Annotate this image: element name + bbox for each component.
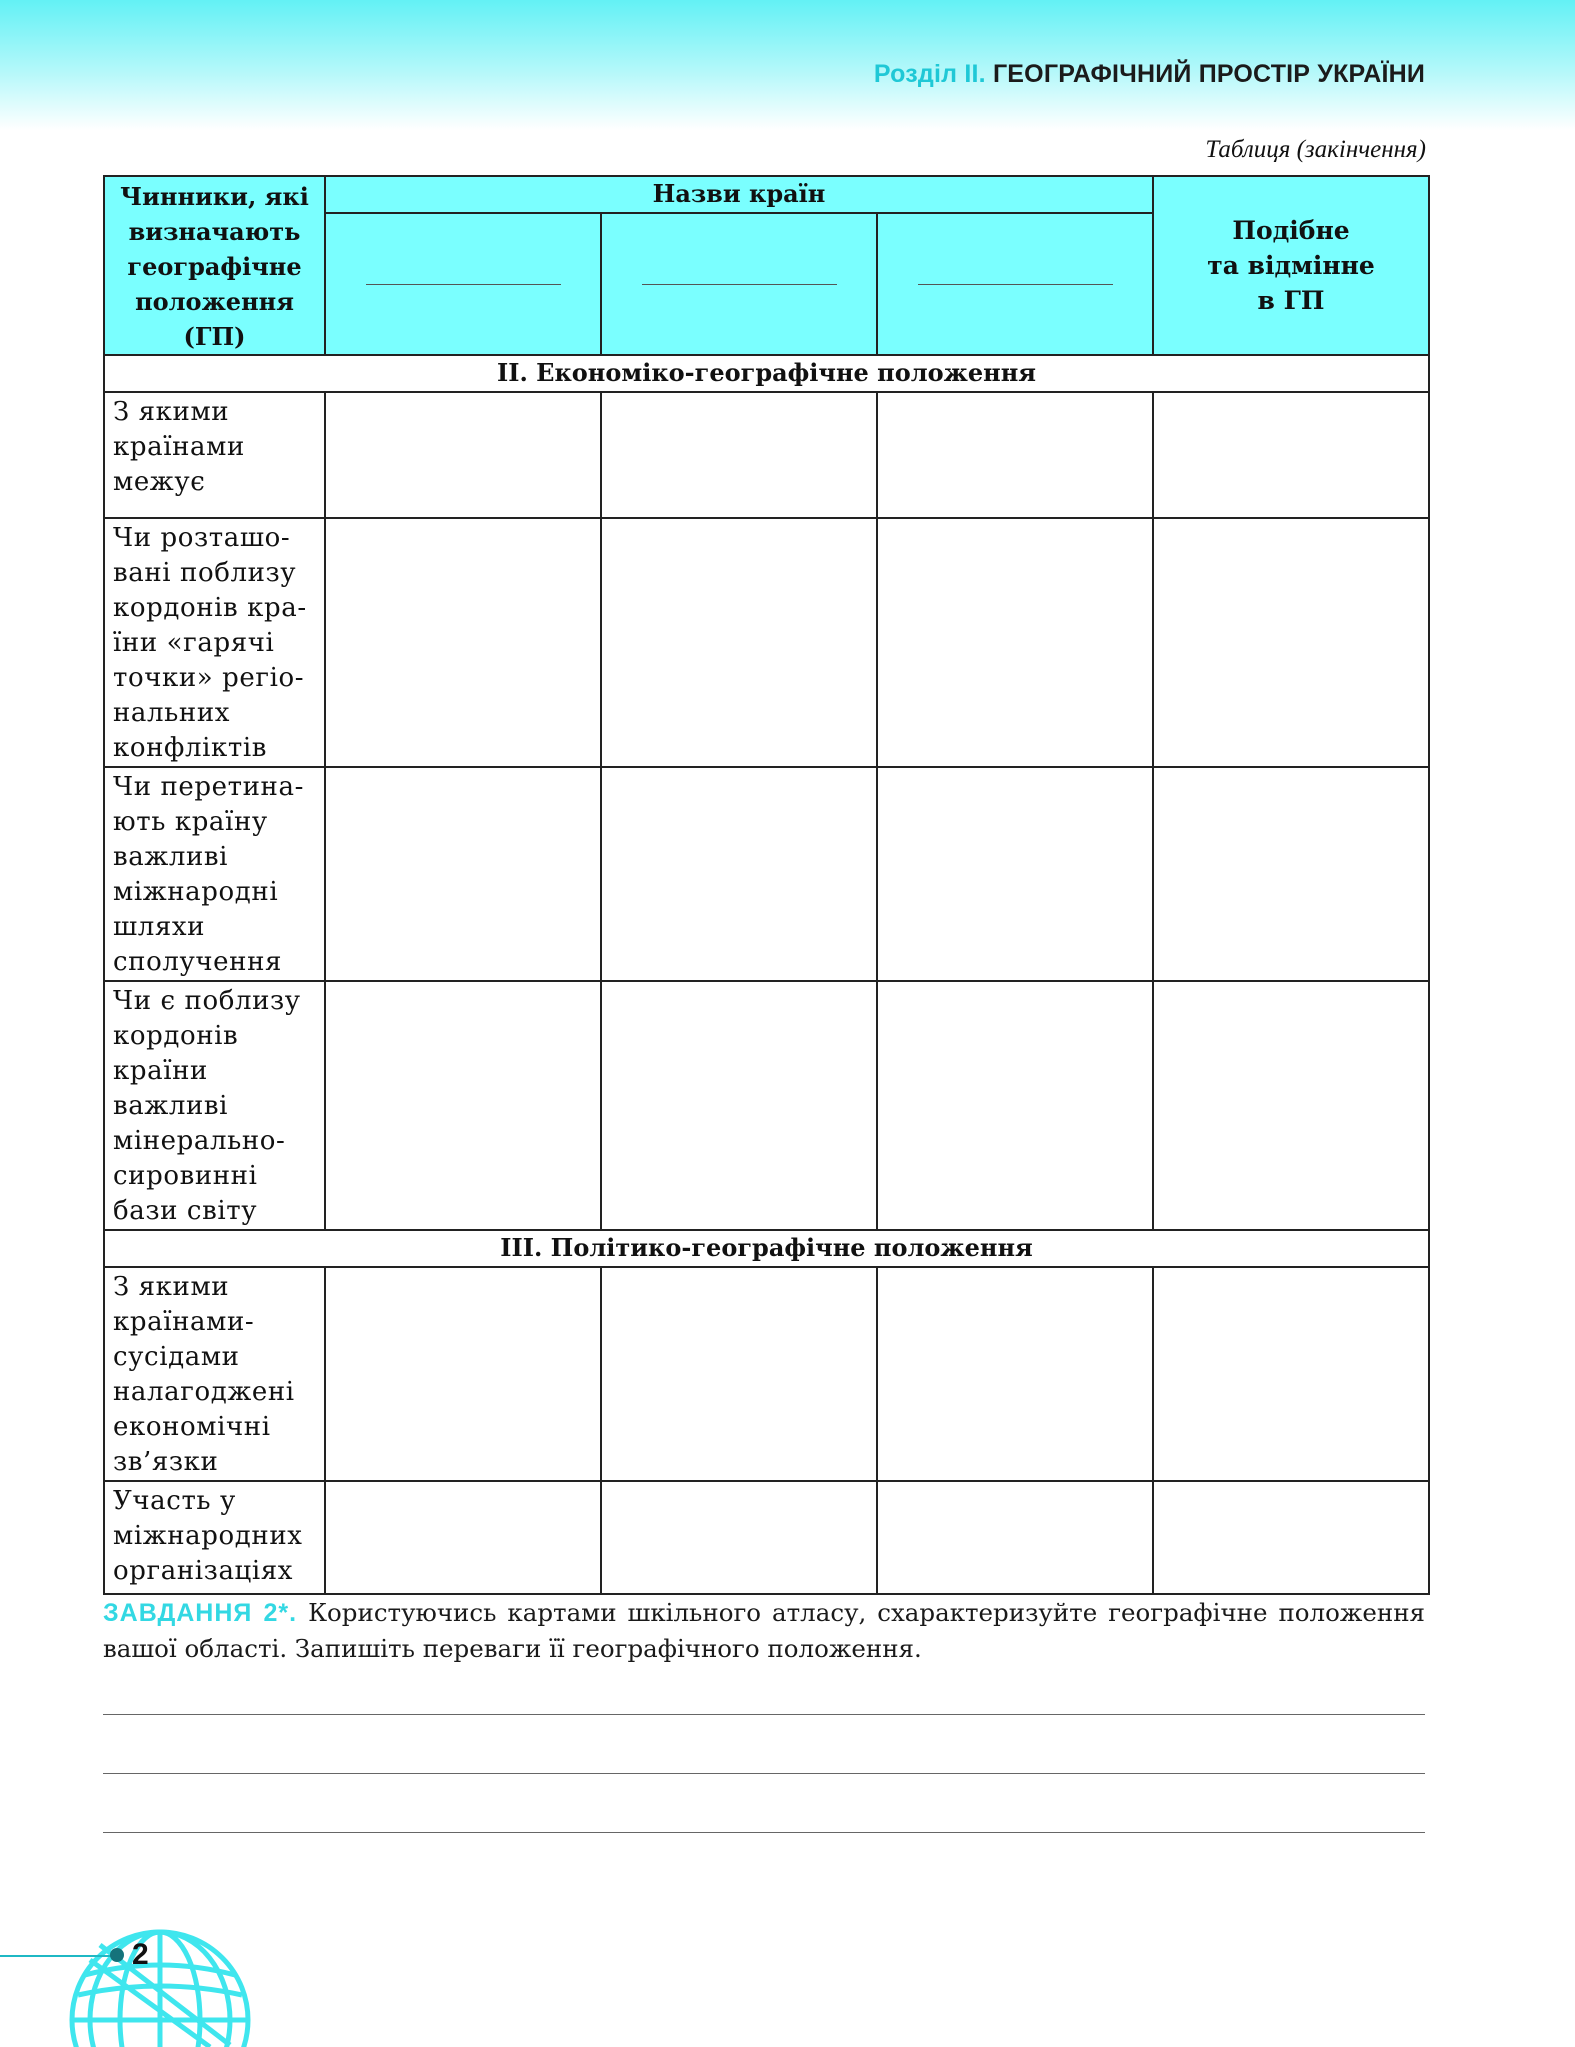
header-similar-different: Подібне та відмінне в ГП [1153,176,1429,355]
answer-line[interactable] [103,1773,1425,1774]
answer-cell[interactable] [877,392,1153,518]
country-2-fill-line [642,284,837,285]
answer-cell[interactable] [877,518,1153,767]
globe-icon [60,1915,260,2047]
section-economic-heading: II. Економіко-географічне положення [104,355,1429,392]
factor-label: З якими країнами- сусідами налагоджені економічні зв’язки [104,1267,325,1481]
header-country-names: Назви країн [325,176,1153,213]
answer-cell[interactable] [1153,981,1429,1230]
answer-cell[interactable] [877,767,1153,981]
answer-cell[interactable] [325,1267,601,1481]
factor-label: Чи є поблизу кордонів країни важливі мінерально- сировинні бази світу [104,981,325,1230]
factor-label: Участь у міжнародних організаціях [104,1481,325,1594]
answer-cell[interactable] [601,392,877,518]
page-number: 2 [132,1938,149,1971]
section-title: ГЕОГРАФІЧНИЙ ПРОСТІР УКРАЇНИ [992,60,1425,88]
country-1-fill-line [366,284,561,285]
answer-cell[interactable] [601,518,877,767]
answer-cell[interactable] [1153,392,1429,518]
answer-cell[interactable] [1153,1481,1429,1594]
section-political-heading: III. Політико-географічне положення [104,1230,1429,1267]
country-3-fill-line [918,284,1113,285]
country-2-blank[interactable] [601,213,877,355]
answer-cell[interactable] [877,1481,1153,1594]
geography-table [103,175,1430,1595]
answer-cell[interactable] [325,981,601,1230]
answer-cell[interactable] [877,981,1153,1230]
header-factors: Чинники, які визначають географічне положення (ГП) [104,176,325,355]
factor-label: Чи перетина- ють країну важливі міжнародні шляхи сполучення [104,767,325,981]
answer-cell[interactable] [1153,767,1429,981]
table-caption: Таблиця (закінчення) [1205,136,1426,163]
answer-cell[interactable] [325,1481,601,1594]
task-2 [103,1595,1425,1666]
answer-cell[interactable] [325,518,601,767]
factor-label: З якими країнами межує [104,392,325,518]
page-bullet [110,1948,124,1962]
task-text: Користуючись картами шкільного атласу, схарактеризуйте географічне положення вашої області. Запишіть переваги її географічного положення. [103,1598,1425,1663]
country-1-blank[interactable] [325,213,601,355]
answer-line[interactable] [103,1714,1425,1715]
country-3-blank[interactable] [877,213,1153,355]
answer-cell[interactable] [325,767,601,981]
section-prefix: Розділ II. [873,60,986,88]
answer-cell[interactable] [601,1481,877,1594]
answer-cell[interactable] [877,1267,1153,1481]
answer-cell[interactable] [601,981,877,1230]
task-label: ЗАВДАННЯ 2*. [103,1599,298,1627]
running-head [874,60,1425,89]
answer-cell[interactable] [601,1267,877,1481]
answer-cell[interactable] [325,392,601,518]
answer-line[interactable] [103,1832,1425,1833]
answer-cell[interactable] [1153,518,1429,767]
answer-cell[interactable] [1153,1267,1429,1481]
answer-cell[interactable] [601,767,877,981]
factor-label: Чи розташо- вані поблизу кордонів кра- їни «гарячі точки» регіо- нальних конфліктів [104,518,325,767]
page-rule [0,1955,115,1957]
